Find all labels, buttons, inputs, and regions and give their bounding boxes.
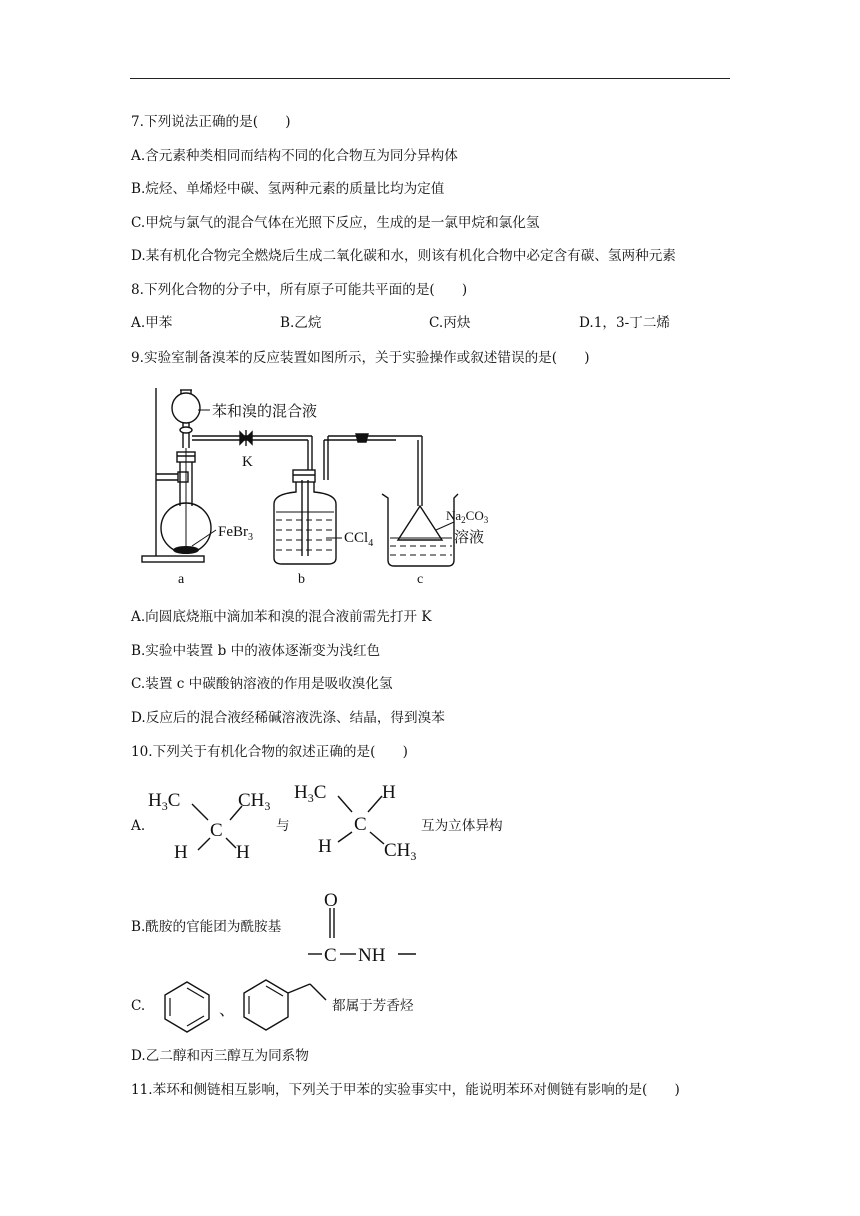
q10-option-d: D.乙二醇和丙三醇互为同系物 [131,1048,309,1064]
amide-carbon: C [324,945,337,964]
amide-oxygen: O [324,890,338,911]
q9-option-d: D.反应后的混合液经稀碱溶液洗涤、结晶，得到溴苯 [131,710,445,726]
bromobenzene-apparatus-figure [136,380,516,590]
struct2-center-c: C [354,814,367,835]
q9-option-c: C.装置 c 中碳酸钠溶液的作用是吸收溴化氢 [131,676,393,692]
struct1-h-right: H [236,842,250,863]
struct2-ch3: $CH_3$ [384,840,417,862]
q7-option-d: D.某有机化合物完全燃烧后生成二氧化碳和水，则该有机化合物中必定含有碳、氢两种元素 [131,248,676,264]
q7-stem: 7.下列说法正确的是( ) [131,114,291,130]
apparatus-a-label: a [178,572,185,587]
q10-option-c-prefix: C. [131,998,146,1014]
q10-option-c-suffix: 都属于芳香烃 [332,998,414,1014]
q7-option-a: A.含元素种类相同而结构不同的化合物互为同分异构体 [131,148,458,164]
structure-2 [292,776,432,862]
struct2-h3c: $H_3C$ [294,782,327,805]
q10-option-c-separator: 、 [219,1000,236,1019]
struct1-h-left: H [174,842,188,863]
q11-stem: 11.苯环和侧链相互影响，下列关于甲苯的实验事实中，能说明苯环对侧链有影响的是( ) [131,1082,680,1098]
q10-option-b: B.酰胺的官能团为酰胺基 [131,919,282,935]
structure-1 [146,782,286,864]
header-rule [130,78,730,79]
q9-stem: 9.实验室制备溴苯的反应装置如图所示，关于实验操作或叙述错误的是( ) [131,350,590,366]
apparatus-c-label: c [417,572,424,587]
q8-option-d: D.1，3-丁二烯 [579,315,671,331]
funnel-label: 苯和溴的混合液 [212,404,318,420]
amide-nh: NH [358,945,386,964]
c-solution-label: 溶液 [454,530,485,546]
valve-label: K [242,454,253,470]
q8-option-c: C.丙炔 [429,315,471,331]
c-solution-formula: $Na_2CO_3$ [446,508,489,525]
q7-option-c: C.甲烷与氯气的混合气体在光照下反应，生成的是一氯甲烷和氯化氢 [131,215,540,231]
catalyst-label: FeBr$_3$ [218,524,253,543]
q8-option-a: A.甲苯 [131,315,173,331]
q8-stem: 8.下列化合物的分子中，所有原子可能共平面的是( ) [131,282,468,298]
cyclohexadiene-ethyl-structure [236,976,332,1036]
q9-option-a: A.向圆底烧瓶中滴加苯和溴的混合液前需先打开 K [131,609,432,625]
b-liquid-label: CCl$_4$ [344,530,374,549]
struct1-ch3: $CH_3$ [238,790,271,813]
struct1-h3c: $H_3C$ [148,790,181,813]
q10-option-a-prefix: A. [131,818,146,834]
q8-option-b: B.乙烷 [280,315,322,331]
q9-option-b: B.实验中装置 b 中的液体逐渐变为浅红色 [131,643,381,659]
apparatus-b-label: b [298,572,305,587]
q10-stem: 10.下列关于有机化合物的叙述正确的是( ) [131,744,408,760]
q7-option-b: B.烷烃、单烯烃中碳、氢两种元素的质量比均为定值 [131,181,445,197]
struct1-center-c: C [210,820,223,841]
q10-option-a-suffix: 互为立体异构 [421,818,503,834]
q10-option-a-join: 与 [276,818,290,834]
amide-group-structure [306,884,428,964]
struct2-h-top: H [382,782,396,803]
struct2-h-bottom: H [318,836,332,857]
catalyst-solid [173,546,199,554]
benzene-ring-structure [158,978,216,1036]
